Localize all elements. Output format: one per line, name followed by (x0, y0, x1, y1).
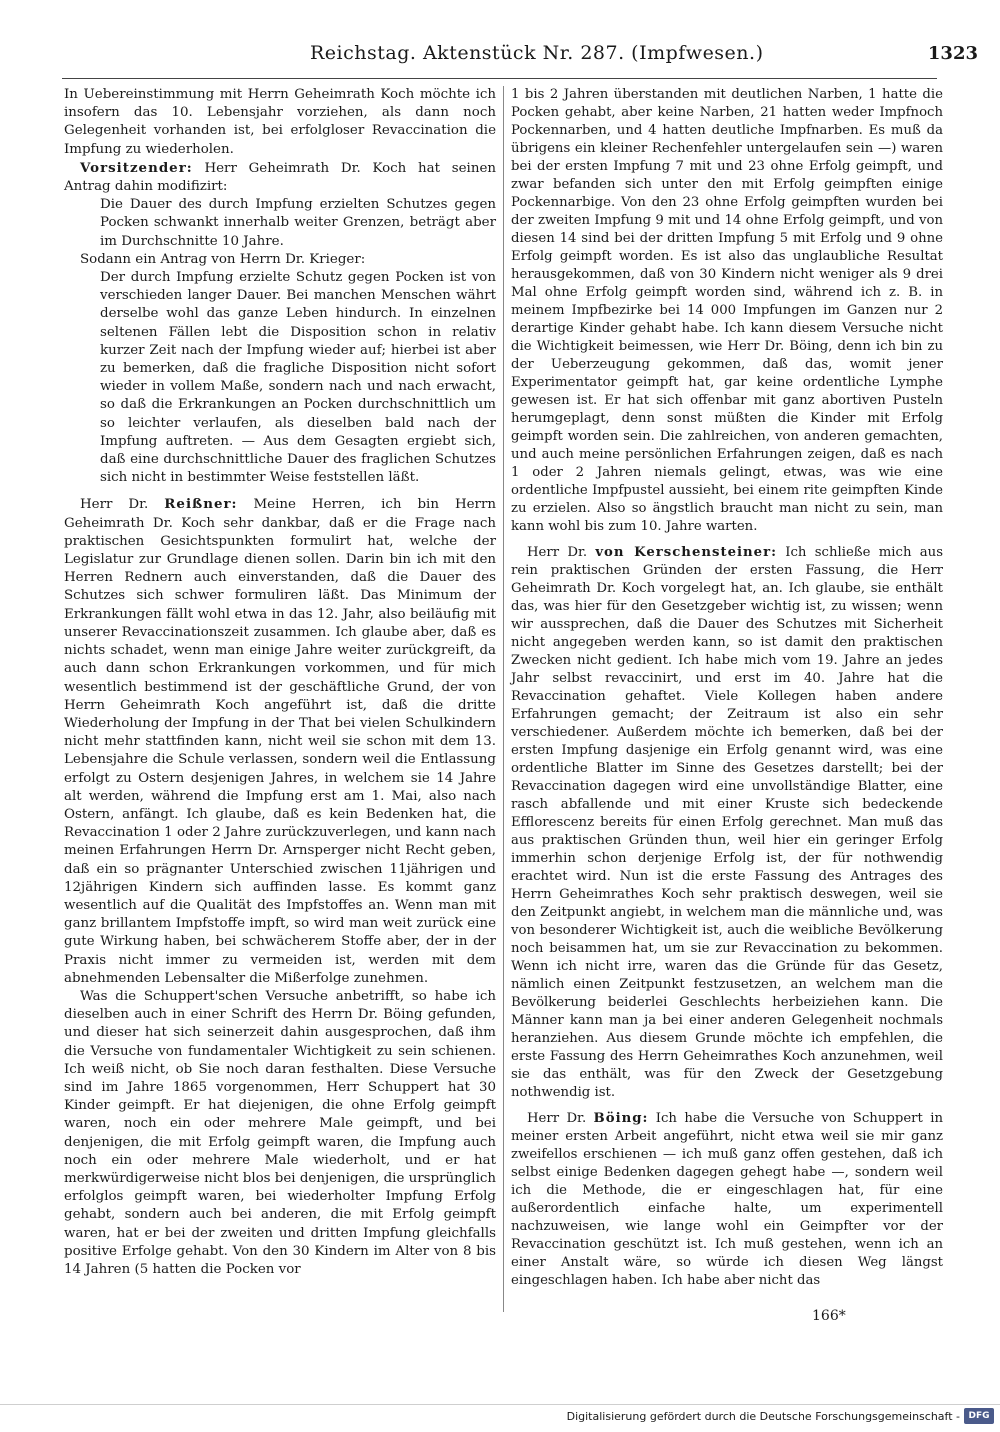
speaker-name: Böing: (593, 1111, 649, 1126)
paragraph (511, 1110, 943, 1290)
page-title: Reichstag. Aktenstück Nr. 287. (Impfwesen.) (310, 42, 764, 64)
paragraph: Was die Schuppert'schen Versuche anbetrifft, so habe ich dieselben auch in einer Schrift des Herrn Dr. Böing gefunden, und dieser hat sich seinerzeit dahin ausgesprochen, daß ihm die Versuche von fundamentaler Wichtigkeit zu sein schienen. Ich weiß nicht, ob Sie noch daran festhalten. Diese Versuche sind im Jahre 1865 vorgenommen, Herr Schuppert hat 30 Kinder geimpft. Er hat diejenigen, die ohne Erfolg geimpft waren, noch ein oder mehrere Male geimpft, und bei denjenigen, die mit Erfolg geimpft waren, die Impfung auch noch ein oder mehrere Male wiederholt, und er hat merkwürdigerweise nicht blos bei denjenigen, die ursprünglich erfolglos geimpft waren, bei wiederholter Impfung Erfolg gehabt, sondern auch bei anderen, die mit Erfolg geimpft waren, hat er bei der zweiten und dritten Impfung gleichfalls positive Erfolge gehabt. Von den 30 Kindern im Alter von 8 bis 14 Jahren (5 hatten die Pocken vor (64, 988, 496, 1277)
paragraph-text: Ich habe die Versuche von Schuppert in meiner ersten Arbeit angeführt, nicht etwa weil sie mir ganz zweifellos erschienen — ich muß ganz offen gestehen, daß ich selbst einige Bedenken dagegen gehegt habe —, sondern weil ich die Methode, die er eingeschlagen hat, für eine außerordentlich einfache halte, um experimentell nachzuweisen, wie lange wohl ein Geimpfter vor der Revaccination geschützt ist. Ich muß gestehen, wenn ich an einer Anstalt wäre, so würde ich diesen Weg längst eingeschlagen haben. Ich habe aber nicht das (511, 1111, 943, 1288)
paragraph: Sodann ein Antrag von Herrn Dr. Krieger: (80, 251, 366, 267)
speaker-title: Herr Dr. (527, 545, 588, 560)
paragraph-text: Herr Geheimrath Dr. Koch hat seinen Antrag dahin modifizirt: (64, 160, 496, 195)
speaker-name: Reißner: (164, 496, 238, 513)
right-column (511, 86, 943, 1290)
signature-mark: 166* (812, 1308, 846, 1324)
paragraph (64, 159, 496, 196)
paragraph: 1 bis 2 Jahren überstanden mit deutlichen Narben, 1 hatte die Pocken gehabt, aber keine Narben, 21 hatten weder Impfnoch Pockennarben, und 4 hatten deutliche Impfnarben. Es muß da übrigens ein kleiner Rechenfehler untergelaufen sein —) waren bei der ersten Impfung 7 mit und 23 ohne Erfolg geimpft, und zwar befanden sich unter den mit Erfolg geimpften einige Pockennarbige. Von den 23 ohne Erfolg geimpften wurden bei der zweiten Impfung 9 mit und 14 ohne Erfolg geimpft, und von diesen 14 sind bei der dritten Impfung 5 mit Erfolg und 9 ohne Erfolg geimpft worden. Es ist also das unglaubliche Resultat herausgekommen, daß von 30 Kindern nicht weniger als 9 drei Mal ohne Erfolg geimpft worden sind, während ich z. B. in meinem Impfbezirke bei 14 000 Impfungen im Ganzen nur 2 derartige Kinder gehabt habe. Ich kann diesem Versuche nicht die Wichtigkeit beimessen, wie Herr Dr. Böing, denn ich bin zu der Ueberzeugung gekommen, daß das, womit jener Experimentator geimpft hat, gar keine ordentliche Lymphe gewesen ist. Er hat sich offenbar mit ganz abortiven Pusteln herumgeplagt, denn sonst müßten die Kinder mit Erfolg geimpft worden sein. Die zahlreichen, von anderen gemachten, und auch meine persönlichen Erfahrungen zeigen, daß es nach 1 oder 2 Jahren niemals gelingt, etwas, was wie eine ordentliche Impfpustel aussieht, bei einem rite geimpften Kinde zu erzielen. Also so ängstlich braucht man nicht zu sein, man kann wohl bis zum 10. Jahre warten. (511, 87, 943, 534)
column-divider (503, 86, 504, 1312)
footer-rule (0, 1404, 1000, 1405)
left-column (64, 86, 496, 1279)
speaker-name: Vorsitzender: (80, 159, 193, 176)
paragraph: In Uebereinstimmung mit Herrn Geheimrath Koch möchte ich insofern das 10. Lebensjahr vorziehen, als dann noch Gelegenheit vorhanden ist, bei erfolgloser Revaccination die Impfung zu wiederholen. (64, 87, 496, 157)
speaker-name: von Kerschensteiner: (595, 545, 777, 560)
page-header (310, 40, 990, 70)
header-rule (62, 78, 937, 79)
motion-text: Der durch Impfung erzielte Schutz gegen Pocken ist von verschieden langer Dauer. Bei manchen Menschen währt derselbe wohl das ganze Leben hindurch. In einzelnen seltenen Fällen lebt die Disposition schon in relativ kurzer Zeit nach der Impfung wieder auf; hierbei ist aber zu bemerken, daß die fragliche Disposition nicht sofort wieder in vollem Maße, sondern nach und nach erwacht, so daß die Erkrankungen an Pocken durchschnittlich um so leichter verlaufen, als dieselben bald nach der Impfung auftreten. — Aus dem Gesagten ergiebt sich, daß eine durchschnittliche Dauer des fraglichen Schutzes sich nicht in bestimmter Weise feststellen läßt. (100, 270, 496, 486)
speaker-title: Herr Dr. (80, 497, 149, 513)
page-number: 1323 (927, 43, 978, 64)
paragraph (511, 544, 943, 1102)
footer-credit: Digitalisierung gefördert durch die Deutsche Forschungsgemeinschaft - (566, 1410, 960, 1423)
paragraph (64, 495, 496, 987)
paragraph-text: Ich schließe mich aus rein praktischen Gründen der ersten Fassung, die Herr Geheimrath Dr. Koch vorgelegt hat, an. Ich glaube, sie enthält das, was hier für den Gesetzgeber wichtig ist, zu wissen; wenn wir aussprechen, daß die Dauer des Schutzes mit Sicherheit nicht angegeben werden kann, so ist damit den praktischen Zwecken nicht gedient. Ich habe mich vom 19. Jahre an jedes Jahr selbst revaccinirt, und erst im 40. Jahre hat die Revaccination gehaftet. Viele Kollegen haben andere Erfahrungen gemacht; der Zeitraum ist also ein sehr verschiedener. Außerdem möchte ich bemerken, daß bei der ersten Impfung dasjenige ein Erfolg genannt wird, was eine ordentliche Blatter im Sinne des Gesetzes darstellt; bei der Revaccination dagegen wird eine unvollständige Blatter, eine rasch abfallende und mit einer Kruste sich bedeckende Efflorescenz bereits für einen Erfolg gerechnet. Man muß das aus praktischen Gründen thun, weil hier ein geringer Erfolg immerhin schon derjenige Erfolg ist, der für nothwendig erachtet wird. Nun ist die erste Fassung des Antrages des Herrn Geheimrathes Koch sehr praktisch deswegen, weil sie den Zeitpunkt angiebt, in welchem man die männliche und, was von besonderer Wichtigkeit ist, auch die weibliche Bevölkerung noch beisammen hat, um sie zur Revaccination zu bekommen. Wenn ich nicht irre, waren das die Gründe für das Gesetz, nämlich einen Zeitpunkt festzusetzen, an welchem man die Bevölkerung beiderlei Geschlechts herbeiziehen kann. Die Männer kann man ja bei einer anderen Gelegenheit nochmals heranziehen. Aus diesem Grunde möchte ich empfehlen, die erste Fassung des Herrn Geheimrathes Koch anzunehmen, weil sie das enthält, was für den Zweck der Gesetzgebung nothwendig ist. (511, 545, 943, 1100)
dfg-logo: DFG (964, 1408, 994, 1424)
paragraph-text: Meine Herren, ich bin Herrn Geheimrath Dr. Koch sehr dankbar, daß er die Frage nach praktischen Gesichtspunkten formulirt hat, welche der Legislatur zur Grundlage dienen sollen. Darin bin ich mit den Herren Rednern auch einverstanden, daß die Dauer des Schutzes sich schwer formuliren läßt. Das Minimum der Erkrankungen fällt wohl etwa in das 12. Jahr, also beiläufig mit unserer Revaccinationszeit zusammen. Ich glaube aber, daß es nichts schadet, wenn man einige Jahre weiter zurückgreift, da auch dann schon Erkrankungen vorkommen, und für mich wesentlich bestimmend ist der geschäftliche Grund, der von Herrn Geheimrath Koch angeführt ist, daß die dritte Wiederholung der Impfung in der That bei vielen Schulkindern nicht mehr stattfinden kann, nicht weil sie schon mit dem 13. Lebensjahre die Schule verlassen, sondern weil die Entlassung erfolgt zu Ostern desjenigen Jahres, in welchem sie 14 Jahre alt werden, während die Impfung erst am 1. Mai, also nach Ostern, anfängt. Ich glaube, daß es kein Bedenken hat, die Revaccination 1 oder 2 Jahre zurückzuverlegen, und kann nach meinen Erfahrungen Herrn Dr. Arnsperger nicht Recht geben, daß ein so prägnanter Unterschied zwischen 11jährigen und 12jährigen Kindern sich auffinden lasse. Es kommt ganz wesentlich auf die Qualität des Impfstoffes an. Wenn man mit ganz brillantem Impfstoffe impft, so wird man weit zurück eine gute Wirkung haben, bei schwächerem Stoffe aber, der in der Praxis nicht immer zu vermeiden ist, werden mit dem abnehmenden Lebensalter die Mißerfolge zunehmen. (64, 497, 496, 986)
speaker-title: Herr Dr. (527, 1111, 587, 1126)
motion-text: Die Dauer des durch Impfung erzielten Schutzes gegen Pocken schwankt innerhalb weiter Grenzen, beträgt aber im Durchschnitte 10 Jahre. (100, 197, 496, 249)
